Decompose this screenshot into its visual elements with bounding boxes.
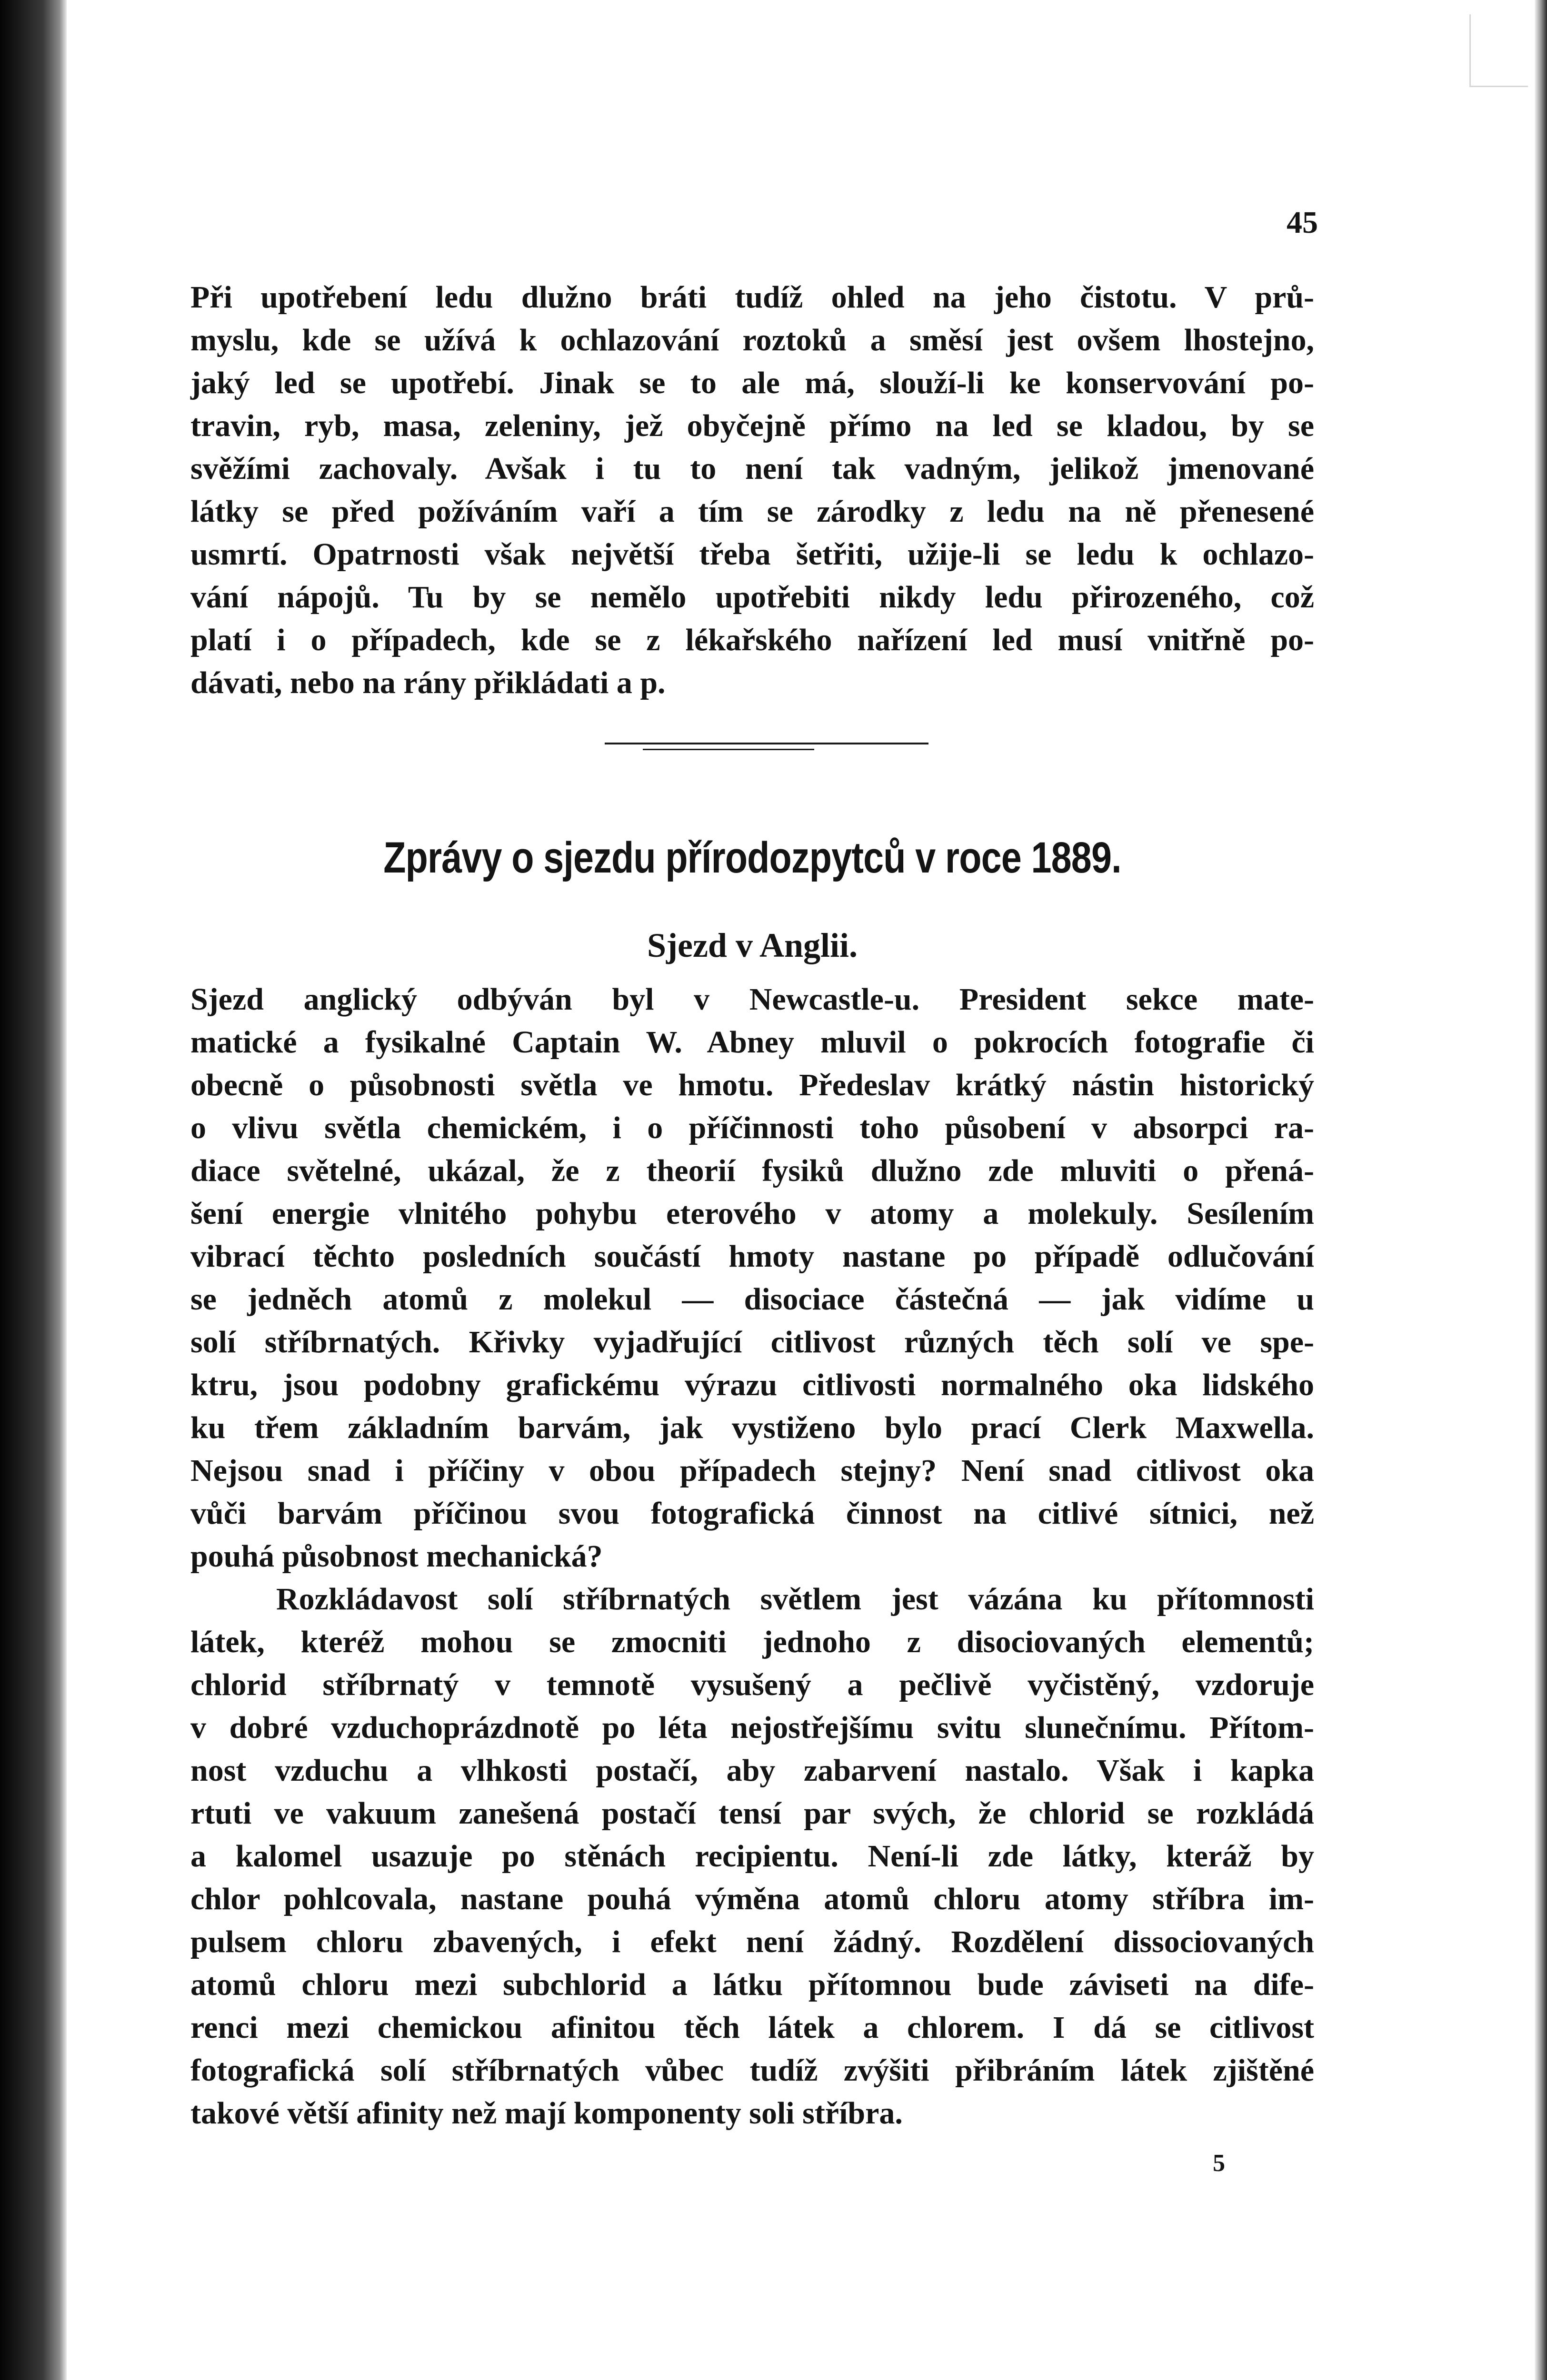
text-line: travin, ryb, masa, zeleniny, jež obyčejně přímo na led se kladou, by se [190, 408, 1314, 443]
text-line: Nejsou snad i příčiny v obou případech stejny? Není snad citlivost oka [190, 1453, 1314, 1488]
text-line: diace světelné, ukázal, že z theorií fysiků dlužno zde mluviti o přená- [190, 1153, 1314, 1188]
text-line: myslu, kde se užívá k ochlazování roztoků a směsí jest ovšem lhostejno, [190, 323, 1314, 357]
article-body [190, 978, 1314, 2135]
text-line: vání nápojů. Tu by se nemělo upotřebiti nikdy ledu přirozeného, což [190, 580, 1314, 615]
text-line: pulsem chloru zbavených, i efekt není žádný. Rozdělení dissociovaných [190, 1924, 1314, 1959]
text-line: látky se před požíváním vaří a tím se zárodky z ledu na ně přenesené [190, 494, 1314, 529]
text-line: vůči barvám příčinou svou fotografická činnost na citlivé sítnici, než [190, 1496, 1314, 1531]
text-line: ku třem základním barvám, jak vystiženo bylo prací Clerk Maxwella. [190, 1410, 1314, 1445]
text-line: vibrací těchto posledních součástí hmoty nastane po případě odlučování [190, 1239, 1314, 1274]
text-line: jaký led se upotřebí. Jinak se to ale má, slouží-li ke konservování po- [190, 366, 1314, 400]
text-line: šení energie vlnitého pohybu eterového v atomy a molekuly. Sesílením [190, 1196, 1314, 1231]
scan-corner-mark [1469, 14, 1528, 87]
text-line: solí stříbrnatých. Křivky vyjadřující citlivost různých těch solí ve spe- [190, 1325, 1314, 1359]
text-line: Při upotřebení ledu dlužno bráti tudíž ohled na jeho čistotu. V prů- [190, 280, 1314, 315]
text-line: chlorid stříbrnatý v temnotě vysušený a pečlivě vyčistěný, vzdoruje [190, 1667, 1314, 1702]
section-divider [605, 743, 928, 750]
article-title: Zprávy o sjezdu přírodozpytců v roce 1889. [383, 833, 1121, 882]
scan-edge-right [1535, 0, 1547, 2380]
text-line: usmrtí. Opatrnosti však největší třeba šetřiti, užije-li se ledu k ochlazo- [190, 537, 1314, 572]
text-line: se jedněch atomů z molekul — disociace částečná — jak vidíme u [190, 1282, 1314, 1317]
text-line: takové větší afinity než mají komponenty soli stříbra. [190, 2096, 903, 2131]
scan-edge-left [0, 0, 67, 2380]
text-line: obecně o působnosti světla ve hmotu. Předeslav krátký nástin historický [190, 1068, 1314, 1102]
page-number: 45 [1287, 205, 1318, 240]
text-line: Rozkládavost solí stříbrnatých světlem jest vázána ku přítomnosti [276, 1582, 1314, 1616]
text-line: ktru, jsou podobny grafickému výrazu citlivosti normalného oka lidského [190, 1368, 1314, 1402]
text-line: renci mezi chemickou afinitou těch látek a chlorem. I dá se citlivost [190, 2010, 1314, 2045]
intro-paragraph [190, 276, 1314, 704]
text-line: nost vzduchu a vlhkosti postačí, aby zabarvení nastalo. Však i kapka [190, 1753, 1314, 1788]
text-line: matické a fysikalné Captain W. Abney mluvil o pokrocích fotografie či [190, 1025, 1314, 1060]
text-line: v dobré vzduchoprázdnotě po léta nejostřejšímu svitu slunečnímu. Přítom- [190, 1710, 1314, 1745]
text-line: o vlivu světla chemickém, i o příčinnosti toho působení v absorpci ra- [190, 1111, 1314, 1145]
text-line: fotografická solí stříbrnatých vůbec tudíž zvýšiti přibráním látek zjištěné [190, 2053, 1314, 2088]
text-line: atomů chloru mezi subchlorid a látku přítomnou bude záviseti na dife- [190, 1967, 1314, 2002]
text-line: látek, kteréž mohou se zmocniti jednoho z disociovaných elementů; [190, 1625, 1314, 1659]
article-subtitle: Sjezd v Anglii. [647, 926, 858, 964]
text-line: dávati, nebo na rány přikládati a p. [190, 665, 666, 700]
text-line: Sjezd anglický odbýván byl v Newcastle-u. President sekce mate- [190, 982, 1314, 1017]
text-line: pouhá působnost mechanická? [190, 1539, 603, 1574]
printer-signature-mark: 5 [1213, 2150, 1225, 2177]
text-line: svěžími zachovaly. Avšak i tu to není tak vadným, jelikož jmenované [190, 451, 1314, 486]
text-line: chlor pohlcovala, nastane pouhá výměna atomů chloru atomy stříbra im- [190, 1882, 1314, 1916]
text-line: rtuti ve vakuum zanešená postačí tensí par svých, že chlorid se rozkládá [190, 1796, 1314, 1831]
text-line: platí i o případech, kde se z lékařského nařízení led musí vnitřně po- [190, 623, 1314, 657]
divider-rule [605, 743, 928, 744]
text-line: a kalomel usazuje po stěnách recipientu. Není-li zde látky, kteráž by [190, 1839, 1314, 1874]
divider-rule-short [643, 749, 814, 750]
